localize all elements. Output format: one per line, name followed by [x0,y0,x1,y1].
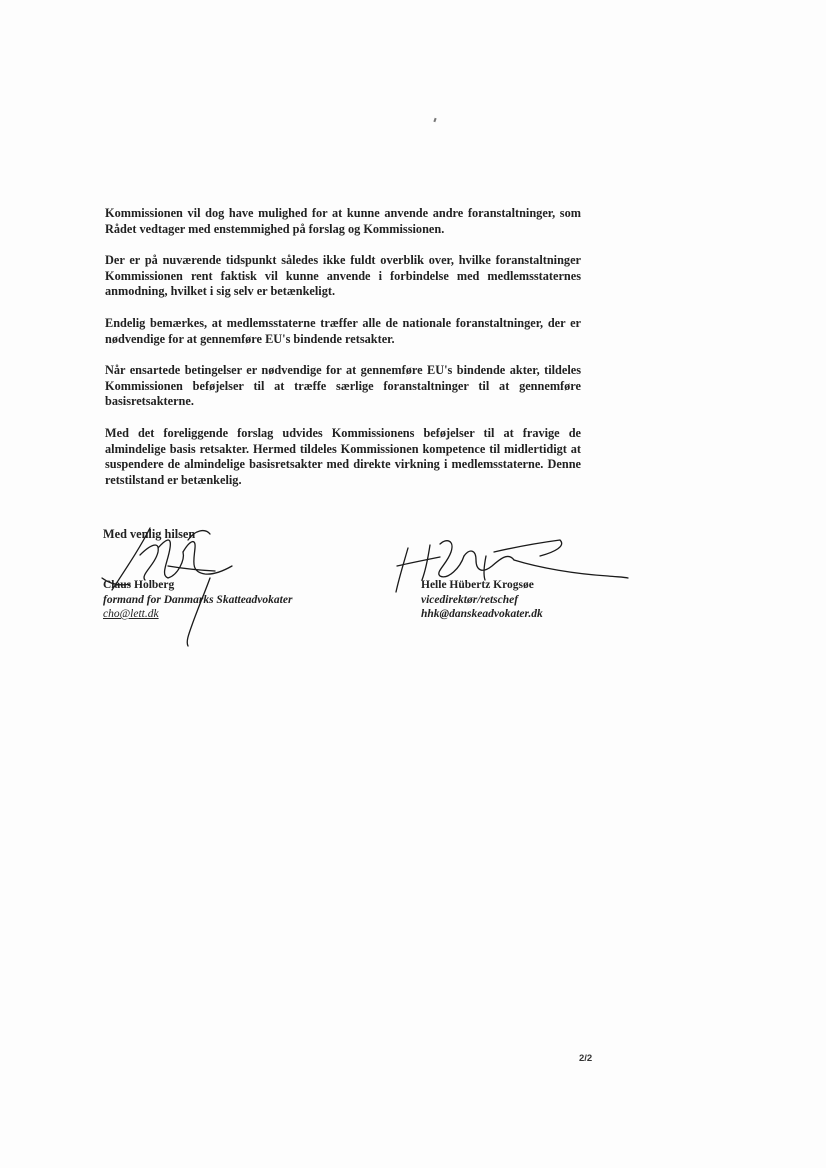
signatory-right [421,578,543,622]
page-number: 2/2 [579,1053,593,1064]
signatory-left [103,578,292,622]
signatory-right-email: hhk@danskeadvokater.dk [421,608,543,620]
scan-speck [433,118,436,122]
paragraph-3: Endelig bemærkes, at medlemsstaterne træffer alle de nationale foranstaltninger, der er nødvendige for at gennemføre EU's bindende retsakter. [105,315,581,346]
signatory-left-title: formand for Danmarks Skatteadvokater [103,593,293,606]
signatory-left-email: cho@lett.dk [103,608,159,620]
paragraph-2: Der er på nuværende tidspunkt således ikke fuldt overblik over, hvilke foranstaltninger Kommissionen rent faktisk vil kunne anvende i forbindelse med medlemsstaternes anmodning, hvilket i sig selv er betænkeligt. [105,253,581,299]
signatory-left-name: Claus Holberg [103,579,175,591]
closing-salutation: Med venlig hilsen [103,527,196,541]
paragraph-5: Med det foreliggende forslag udvides Kommissionens beføjelser til at fravige de almindelige basis retsakter. Hermed tildeles Kommissionen kompetence til midlertidigt at suspendere de almindelige basisretsakter med direkte virkning i medlemsstaterne. Denne retstilstand er betænkelig. [105,425,581,487]
paragraph-1: Kommissionen vil dog have mulighed for at kunne anvende andre foranstaltninger, som Rådet vedtager med enstemmighed på forslag og Kommissionen. [105,206,581,236]
paragraph-4: Når ensartede betingelser er nødvendige for at gennemføre EU's bindende akter, tildeles Kommissionen beføjelser til at træffe særlige foranstaltninger til at gennemføre basisretsakterne. [105,363,581,409]
letter-body [105,206,581,504]
signatory-right-title: vicedirektør/retschef [421,593,519,606]
signatory-right-name: Helle Hübertz Krogsøe [421,579,534,591]
